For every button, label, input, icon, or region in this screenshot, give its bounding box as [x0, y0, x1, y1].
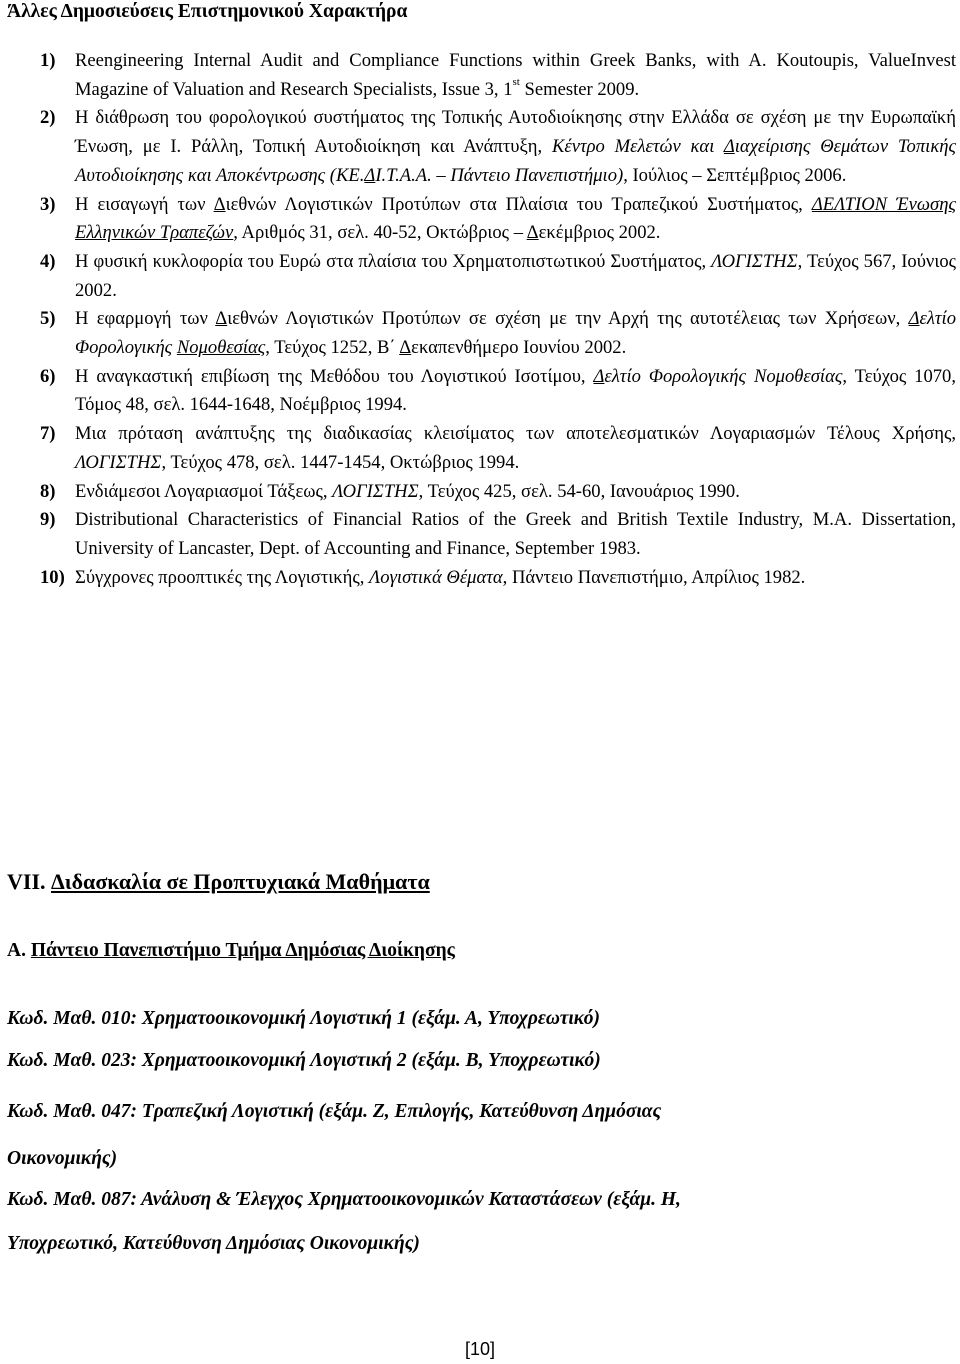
item-italic: ελτίο Φορολογικής Νομοθεσίας	[604, 365, 843, 387]
section-title	[7, 869, 430, 895]
item-italic: Κέντρο Μελετών και	[551, 136, 724, 158]
item-text: Η διάθρωση του φορολογικού συστήματος της Τοπικής Αυτοδιοίκησης στην Ελλάδα σε σχέση με την Ευρωπαϊκή Ένωση, με Ι. Ράλλη, Τοπική Αυτοδιοίκηση και Ανάπτυξη,	[75, 107, 956, 158]
item-number: 7)	[40, 423, 56, 445]
item-italic: Λογιστικά Θέματα	[369, 566, 503, 588]
item-text: , Πάντειο Πανεπιστήμιο, Απρίλιος 1982.	[502, 566, 806, 588]
item-italic: ιαχείρισης Θεμάτων Τοπικής Αυτοδιοίκησης και Αποκέντρωσης (ΚΕ.	[75, 136, 957, 186]
item-italic-underlined: Νομοθεσίας	[176, 337, 266, 359]
course-entry-continued: Υποχρεωτικό, Κατεύθυνση Δημόσιας Οικονομικής)	[7, 1233, 420, 1254]
item-text: Σύγχρονες προοπτικές της Λογιστικής,	[75, 566, 370, 588]
item-text: Distributional Characteristics of Financial Ratios of the Greek and British Textile Industry, M.A. Dissertation, University of Lancaster, Dept. of Accounting and Finance, September 1983.	[75, 509, 956, 559]
item-italic: ΛΟΓΙΣΤΗΣ	[332, 480, 419, 502]
publication-item	[40, 363, 956, 420]
page-number: [10]	[464, 1339, 496, 1359]
item-italic: ΛΟΓΙΣΤΗΣ	[711, 250, 798, 272]
item-text: ιεθνών Λογιστικών Προτύπων σε σχέση με την Αρχή της αυτοτέλειας των Χρήσεων,	[227, 308, 909, 330]
course-entry-continued: Οικονομικής)	[7, 1148, 118, 1169]
course-entry: Κωδ. Μαθ. 047: Τραπεζική Λογιστική (εξάμ. Ζ, Επιλογής, Κατεύθυνση Δημόσιας	[7, 1101, 662, 1122]
subsection-title-text: Πάντειο Πανεπιστήμιο Τμήμα Δημόσιας Διοίκησης	[30, 940, 455, 961]
item-italic: ΛΟΓΙΣΤΗΣ	[75, 451, 162, 473]
item-text: , Τεύχος 567, Ιούνιος 2002.	[75, 250, 956, 301]
item-number: 8)	[40, 480, 56, 502]
item-text: Μια πρόταση ανάπτυξης της διαδικασίας κλεισίματος των αποτελεσματικών Λογαριασμών Τέλους Χρήσης,	[75, 423, 956, 445]
publication-item	[40, 506, 956, 563]
item-text: Η εφαρμογή των	[75, 308, 216, 330]
item-text: εκαπενθήμερο Ιουνίου 2002.	[411, 337, 627, 359]
item-number: 2)	[40, 107, 56, 129]
course-entry: Κωδ. Μαθ. 010: Χρηματοοικονομική Λογιστική 1 (εξάμ. Α, Υποχρεωτικό)	[7, 1008, 600, 1029]
item-text: Η αναγκαστική επιβίωση της Μεθόδου του Λογιστικού Ισοτίμου,	[75, 365, 594, 387]
item-text: Η φυσική κυκλοφορία του Ευρώ στα πλαίσια του Χρηματοπιστωτικού Συστήματος,	[75, 250, 712, 272]
item-text: Semester 2009.	[519, 78, 640, 100]
item-text: Η εισαγωγή των	[75, 193, 214, 215]
publication-item	[40, 104, 956, 190]
item-italic: Ι.Τ.Α.Α. – Πάντειο Πανεπιστήμιο)	[375, 164, 624, 186]
item-text: , Τεύχος 1252, Β΄	[265, 337, 400, 359]
subsection-title	[7, 940, 455, 962]
publication-item	[40, 191, 956, 248]
item-text: , Τεύχος 478, σελ. 1447-1454, Οκτώβριος 1994.	[161, 451, 520, 473]
item-underlined-letter: Δ	[399, 337, 412, 359]
page-heading: Άλλες Δημοσιεύσεις Επιστημονικού Χαρακτήρα	[7, 1, 408, 22]
section-number: VII.	[7, 869, 52, 894]
item-text: ιεθνών Λογιστικών Προτύπων στα Πλαίσια του Τραπεζικού Συστήματος,	[225, 193, 812, 215]
item-text: , Ιούλιος – Σεπτέμβριος 2006.	[623, 164, 847, 186]
item-number: 5)	[40, 308, 56, 330]
item-text: , Αριθμός 31, σελ. 40-52, Οκτώβριος –	[233, 222, 527, 244]
item-text: εκέμβριος 2002.	[538, 222, 661, 244]
item-number: 9)	[40, 509, 56, 531]
course-entry: Κωδ. Μαθ. 087: Ανάλυση & Έλεγχος Χρηματοοικονομικών Καταστάσεων (εξάμ. Η,	[7, 1189, 681, 1210]
item-number: 10)	[40, 566, 65, 588]
item-number: 6)	[40, 365, 56, 387]
item-number: 4)	[40, 250, 56, 272]
item-underlined-letter: Δ	[213, 193, 226, 215]
item-text: , Τεύχος 425, σελ. 54-60, Ιανουάριος 1990.	[418, 480, 740, 502]
item-italic-underlined: Δ	[908, 308, 920, 330]
item-text: , Τεύχος 1070, Τόμος 48, σελ. 1644-1648, Νοέμβριος 1994.	[75, 365, 956, 416]
publication-item	[40, 564, 956, 593]
item-italic: ελτίο Φορολογικής	[75, 308, 956, 359]
item-italic-underlined: Δ	[593, 365, 605, 387]
item-italic-underlined: ΔΕΛΤΙΟΝ Ένωσης Ελληνικών Τραπεζών	[75, 193, 956, 244]
publication-item	[40, 248, 956, 305]
publication-item	[40, 420, 956, 477]
subsection-letter: Α.	[7, 940, 31, 961]
item-underlined-letter: Δ	[526, 222, 539, 244]
section-title-text: Διδασκαλία σε Προπτυχιακά Μαθήματα	[51, 869, 430, 894]
superscript: st	[512, 75, 520, 88]
item-text: Reengineering Internal Audit and Compliance Functions within Greek Banks, with A. Koutoupis, ValueInvest Magazine of Valuation and Research Specialists, Issue 3, 1	[75, 50, 956, 100]
publication-item	[40, 305, 956, 362]
item-text: Ενδιάμεσοι Λογαριασμοί Τάξεως,	[75, 480, 333, 502]
item-underlined-letter: Δ	[723, 136, 735, 158]
item-number: 3)	[40, 193, 56, 215]
item-underlined-letter: Δ	[215, 308, 228, 330]
publication-item	[40, 478, 956, 507]
publication-list	[40, 47, 956, 592]
publication-item	[40, 47, 956, 104]
course-entry: Κωδ. Μαθ. 023: Χρηματοοικονομική Λογιστική 2 (εξάμ. Β, Υποχρεωτικό)	[7, 1050, 601, 1071]
item-number: 1)	[40, 50, 56, 71]
item-underlined-letter: Δ	[364, 164, 376, 186]
